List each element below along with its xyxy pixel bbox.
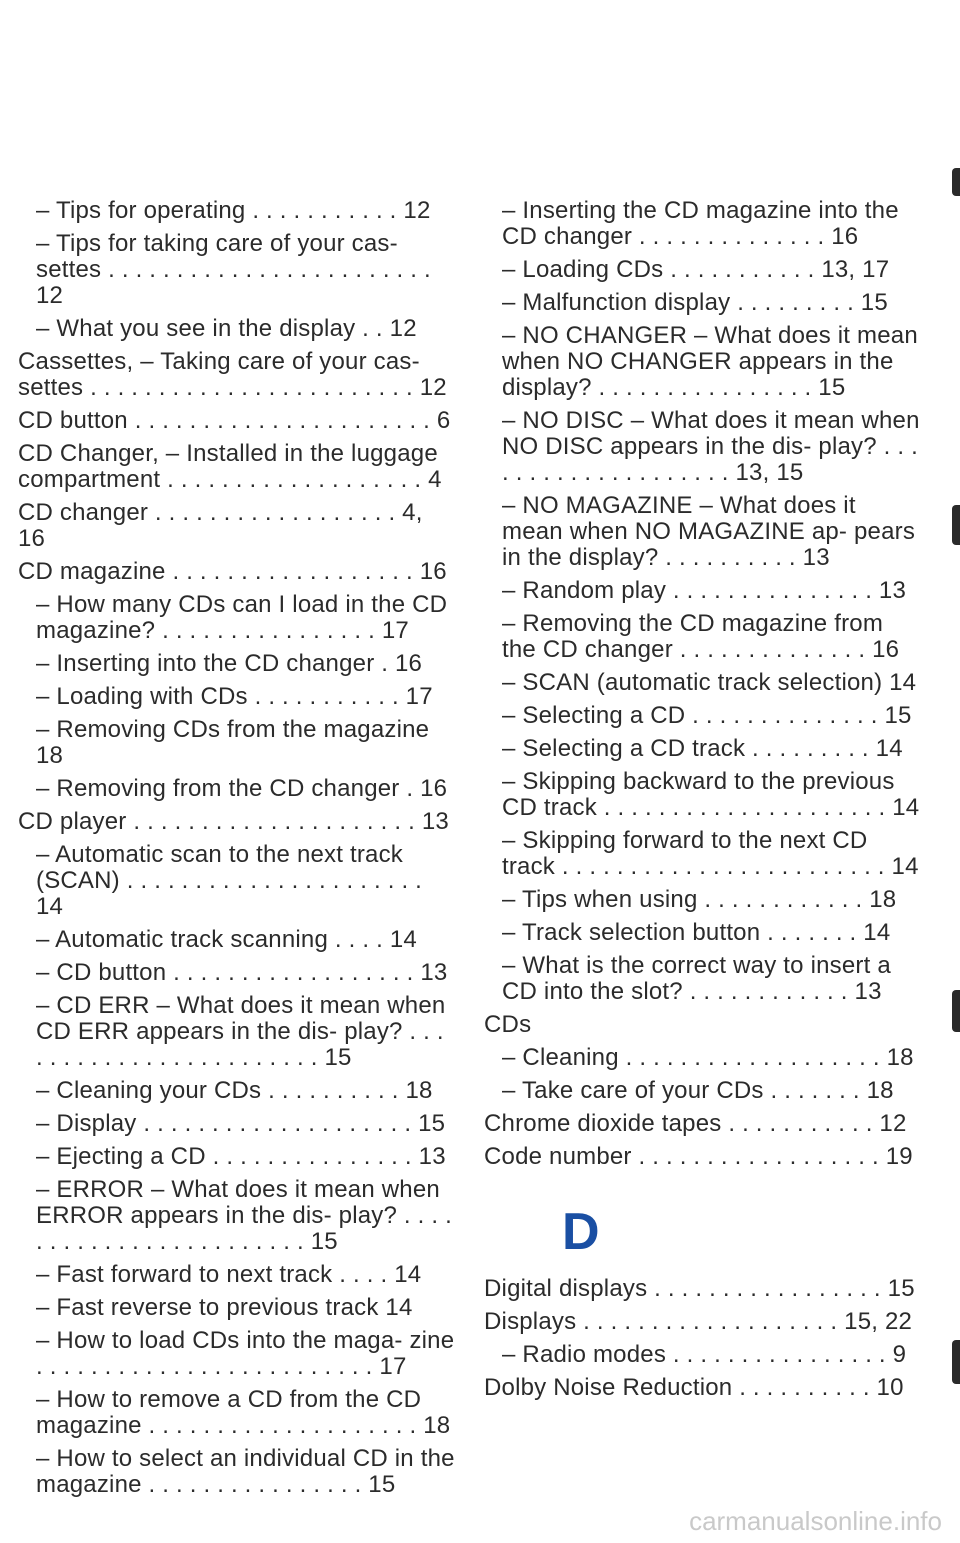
- index-entry: – Automatic track scanning . . . . 14: [36, 926, 417, 953]
- index-entry: – How to load CDs into the maga- zine . . . . . . . . . . . . . . . . . . . . . . . . . 17: [36, 1327, 455, 1380]
- index-entry: – Tips for operating . . . . . . . . . . . 12: [36, 197, 431, 224]
- index-entry: – Automatic scan to the next track (SCAN) . . . . . . . . . . . . . . . . . . . . . . 14: [36, 841, 423, 920]
- index-entry: – CD button . . . . . . . . . . . . . . . . . . 13: [36, 959, 448, 986]
- index-entry: – Tips when using . . . . . . . . . . . . 18: [502, 886, 897, 913]
- index-entry: CD Changer, – Installed in the luggage compartment . . . . . . . . . . . . . . . . . . . 4: [18, 440, 442, 493]
- index-entry: – Skipping forward to the next CD track . . . . . . . . . . . . . . . . . . . . . . . . 14: [502, 827, 919, 880]
- index-entry: CD button . . . . . . . . . . . . . . . . . . . . . . 6: [18, 407, 451, 434]
- index-entry: CD changer . . . . . . . . . . . . . . . . . . 4, 16: [18, 499, 423, 552]
- index-group-c-continued: [484, 198, 920, 1170]
- index-entry: – Radio modes . . . . . . . . . . . . . . . . 9: [502, 1341, 907, 1368]
- index-entry: – Inserting the CD magazine into the CD changer . . . . . . . . . . . . . . 16: [502, 197, 899, 250]
- index-entry: – Fast reverse to previous track 14: [36, 1294, 413, 1321]
- index-entry: – How many CDs can I load in the CD magazine? . . . . . . . . . . . . . . . . 17: [36, 591, 448, 644]
- index-entry: Chrome dioxide tapes . . . . . . . . . . . 12: [484, 1110, 907, 1137]
- index-entry: – NO MAGAZINE – What does it mean when NO MAGAZINE ap- pears in the display? . . . . . . . . . . 13: [502, 492, 916, 571]
- index-entry: – How to remove a CD from the CD magazine . . . . . . . . . . . . . . . . . . . . 18: [36, 1386, 451, 1439]
- index-entry: – Removing the CD magazine from the CD changer . . . . . . . . . . . . . . 16: [502, 610, 900, 663]
- index-entry: – Selecting a CD . . . . . . . . . . . . . . 15: [502, 702, 912, 729]
- index-entry: – Cleaning . . . . . . . . . . . . . . . . . . . 18: [502, 1044, 914, 1071]
- index-entry: – What you see in the display . . 12: [36, 315, 417, 342]
- index-entry: CD player . . . . . . . . . . . . . . . . . . . . . 13: [18, 808, 449, 835]
- index-entry: – Removing from the CD changer . 16: [36, 775, 448, 802]
- page-edge-mark: [952, 168, 960, 196]
- index-entry: – Ejecting a CD . . . . . . . . . . . . . . . 13: [36, 1143, 446, 1170]
- index-entry: – Skipping backward to the previous CD track . . . . . . . . . . . . . . . . . . . . . 14: [502, 768, 920, 821]
- index-entry: – ERROR – What does it mean when ERROR appears in the dis- play? . . . . . . . . . . . . . . . . . . . . . . . . 15: [36, 1176, 452, 1255]
- index-entry: Digital displays . . . . . . . . . . . . . . . . . 15: [484, 1275, 915, 1302]
- index-entry: – Cleaning your CDs . . . . . . . . . . 18: [36, 1077, 433, 1104]
- section-letter-d: D: [562, 1203, 600, 1261]
- index-entry: – CD ERR – What does it mean when CD ERR appears in the dis- play? . . . . . . . . . . . . . . . . . . . . . . . . 15: [36, 992, 446, 1071]
- index-column-left: [18, 198, 456, 1505]
- index-entry: – Track selection button . . . . . . . 14: [502, 919, 891, 946]
- index-entry: – Loading with CDs . . . . . . . . . . . 17: [36, 683, 433, 710]
- index-entry: Dolby Noise Reduction . . . . . . . . . . 10: [484, 1374, 904, 1401]
- index-entry: – Removing CDs from the magazine 18: [36, 716, 430, 769]
- index-entry: – SCAN (automatic track selection) 14: [502, 669, 917, 696]
- index-group-d: [484, 1276, 920, 1401]
- page-edge-mark: [952, 1340, 960, 1384]
- index-entry: – Inserting into the CD changer . 16: [36, 650, 423, 677]
- index-entry: – Loading CDs . . . . . . . . . . . 13, 17: [502, 256, 890, 283]
- index-entry: – NO CHANGER – What does it mean when NO CHANGER appears in the display? . . . . . . . . . . . . . . . . 15: [502, 322, 918, 401]
- index-entry: – What is the correct way to insert a CD into the slot? . . . . . . . . . . . . 13: [502, 952, 891, 1005]
- index-entry: CDs: [484, 1011, 532, 1038]
- index-entry: – How to select an individual CD in the magazine . . . . . . . . . . . . . . . . 15: [36, 1445, 455, 1498]
- index-entry: – Random play . . . . . . . . . . . . . . . 13: [502, 577, 907, 604]
- index-entry: – NO DISC – What does it mean when NO DISC appears in the dis- play? . . . . . . . . . . . . . . . . . . . . 13, 15: [502, 407, 920, 486]
- index-entry: Displays . . . . . . . . . . . . . . . . . . . 15, 22: [484, 1308, 913, 1335]
- index-entry: Cassettes, – Taking care of your cas- settes . . . . . . . . . . . . . . . . . . . . . . . . 12: [18, 348, 447, 401]
- page-edge-mark: [952, 505, 960, 545]
- index-entry: – Display . . . . . . . . . . . . . . . . . . . . 15: [36, 1110, 446, 1137]
- page-edge-mark: [952, 990, 960, 1032]
- index-entry: CD magazine . . . . . . . . . . . . . . . . . . 16: [18, 558, 447, 585]
- index-entry: – Selecting a CD track . . . . . . . . . 14: [502, 735, 903, 762]
- index-entry: – Malfunction display . . . . . . . . . 15: [502, 289, 888, 316]
- index-entry: – Fast forward to next track . . . . 14: [36, 1261, 422, 1288]
- watermark: carmanualsonline.info: [689, 1506, 942, 1536]
- index-column-right: [484, 198, 920, 1408]
- index-entry: Code number . . . . . . . . . . . . . . . . . . 19: [484, 1143, 913, 1170]
- index-entry: – Tips for taking care of your cas- settes . . . . . . . . . . . . . . . . . . . . . . . . 12: [36, 230, 431, 309]
- index-entry: – Take care of your CDs . . . . . . . 18: [502, 1077, 894, 1104]
